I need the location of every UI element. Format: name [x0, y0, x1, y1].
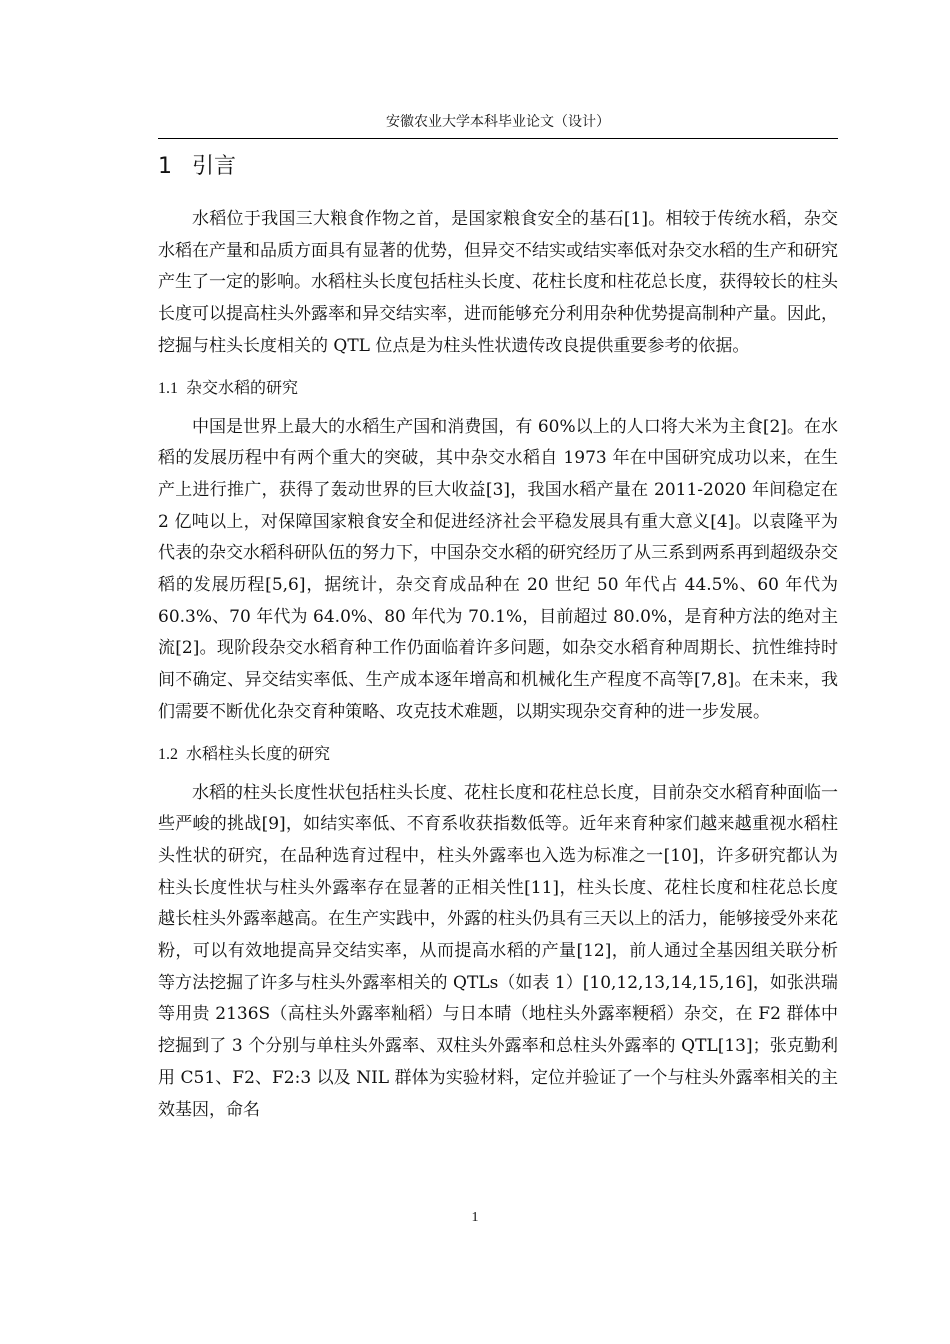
section-number: 1.1 [158, 379, 178, 397]
section-title: 水稻柱头长度的研究 [186, 743, 331, 763]
section-heading-1-1 [158, 375, 838, 402]
paragraph-1-2: 水稻的柱头长度性状包括柱头长度、花柱长度和花柱总长度，目前杂交水稻育种面临一些严峻的挑战[9]，如结实率低、不育系收获指数低等。近年来育种家们越来越重视水稻柱头性状的研究，在品种选育过程中，柱头外露率也入选为标准之一[10]，许多研究都认为柱头长度性状与柱头外露率存在显著的正相关性[11]，柱头长度、花柱长度和柱花总长度越长柱头外露率越高。在生产实践中，外露的柱头仍具有三天以上的活力，能够接受外来花粉，可以有效地提高异交结实率，从而提高水稻的产量[12]，前人通过全基因组关联分析等方法挖掘了许多与柱头外露率相关的 QTLs（如表 1）[10,12,13,14,15,16]，如张洪瑞等用贵 2136S（高柱头外露率籼稻）与日本晴（地柱头外露率粳稻）杂交，在 F2 群体中挖掘到了 3 个分别与单柱头外露率、双柱头外露率和总柱头外露率的 QTL[13]；张克勤利用 C51、F2、F2:3 以及 NIL 群体为实验材料，定位并验证了一个与柱头外露率相关的主效基因，命名 [158, 782, 838, 1120]
page-content [158, 150, 838, 1126]
section-heading-1 [158, 150, 838, 184]
section-heading-1-2 [158, 741, 838, 768]
section-number: 1.2 [158, 745, 178, 763]
section-number: 1 [158, 154, 172, 179]
paragraph-1-1: 中国是世界上最大的水稻生产国和消费国，有 60%以上的人口将大米为主食[2]。在水稻的发展历程中有两个重大的突破，其中杂交水稻自 1973 年在中国研究成功以来，在生产上进行推广，获得了轰动世界的巨大收益[3]，我国水稻产量在 2011-2020 年间稳定在 2 亿吨以上，对保障国家粮食安全和促进经济社会平稳发展具有重大意义[4]。以袁隆平为代表的杂交水稻科研队伍的努力下，中国杂交水稻的研究经历了从三系到两系再到超级杂交稻的发展历程[5,6]，据统计，杂交育成品种在 20 世纪 50 年代占 44.5%、60 年代为 60.3%、70 年代为 64.0%、80 年代为 70.1%，目前超过 80.0%，是育种方法的绝对主流[2]。现阶段杂交水稻育种工作仍面临着许多问题，如杂交水稻育种周期长、抗性维持时间不确定、异交结实率低、生产成本逐年增高和机械化生产程度不高等[7,8]。在未来，我们需要不断优化杂交育种策略、攻克技术难题，以期实现杂交育种的进一步发展。 [158, 416, 838, 722]
header-rule [158, 138, 838, 139]
running-header: 安徽农业大学本科毕业论文（设计） [386, 114, 610, 130]
section-title: 引言 [192, 154, 237, 179]
page-number: 1 [471, 1210, 479, 1225]
paragraph-intro: 水稻位于我国三大粮食作物之首，是国家粮食安全的基石[1]。相较于传统水稻，杂交水稻在产量和品质方面具有显著的优势，但异交不结实或结实率低对杂交水稻的生产和研究产生了一定的影响。水稻柱头长度包括柱头长度、花柱长度和柱花总长度，获得较长的柱头长度可以提高柱头外露率和异交结实率，进而能够充分利用杂种优势提高制种产量。因此，挖掘与柱头长度相关的 QTL 位点是为柱头性状遗传改良提供重要参考的依据。 [158, 209, 838, 356]
section-title: 杂交水稻的研究 [186, 377, 299, 397]
